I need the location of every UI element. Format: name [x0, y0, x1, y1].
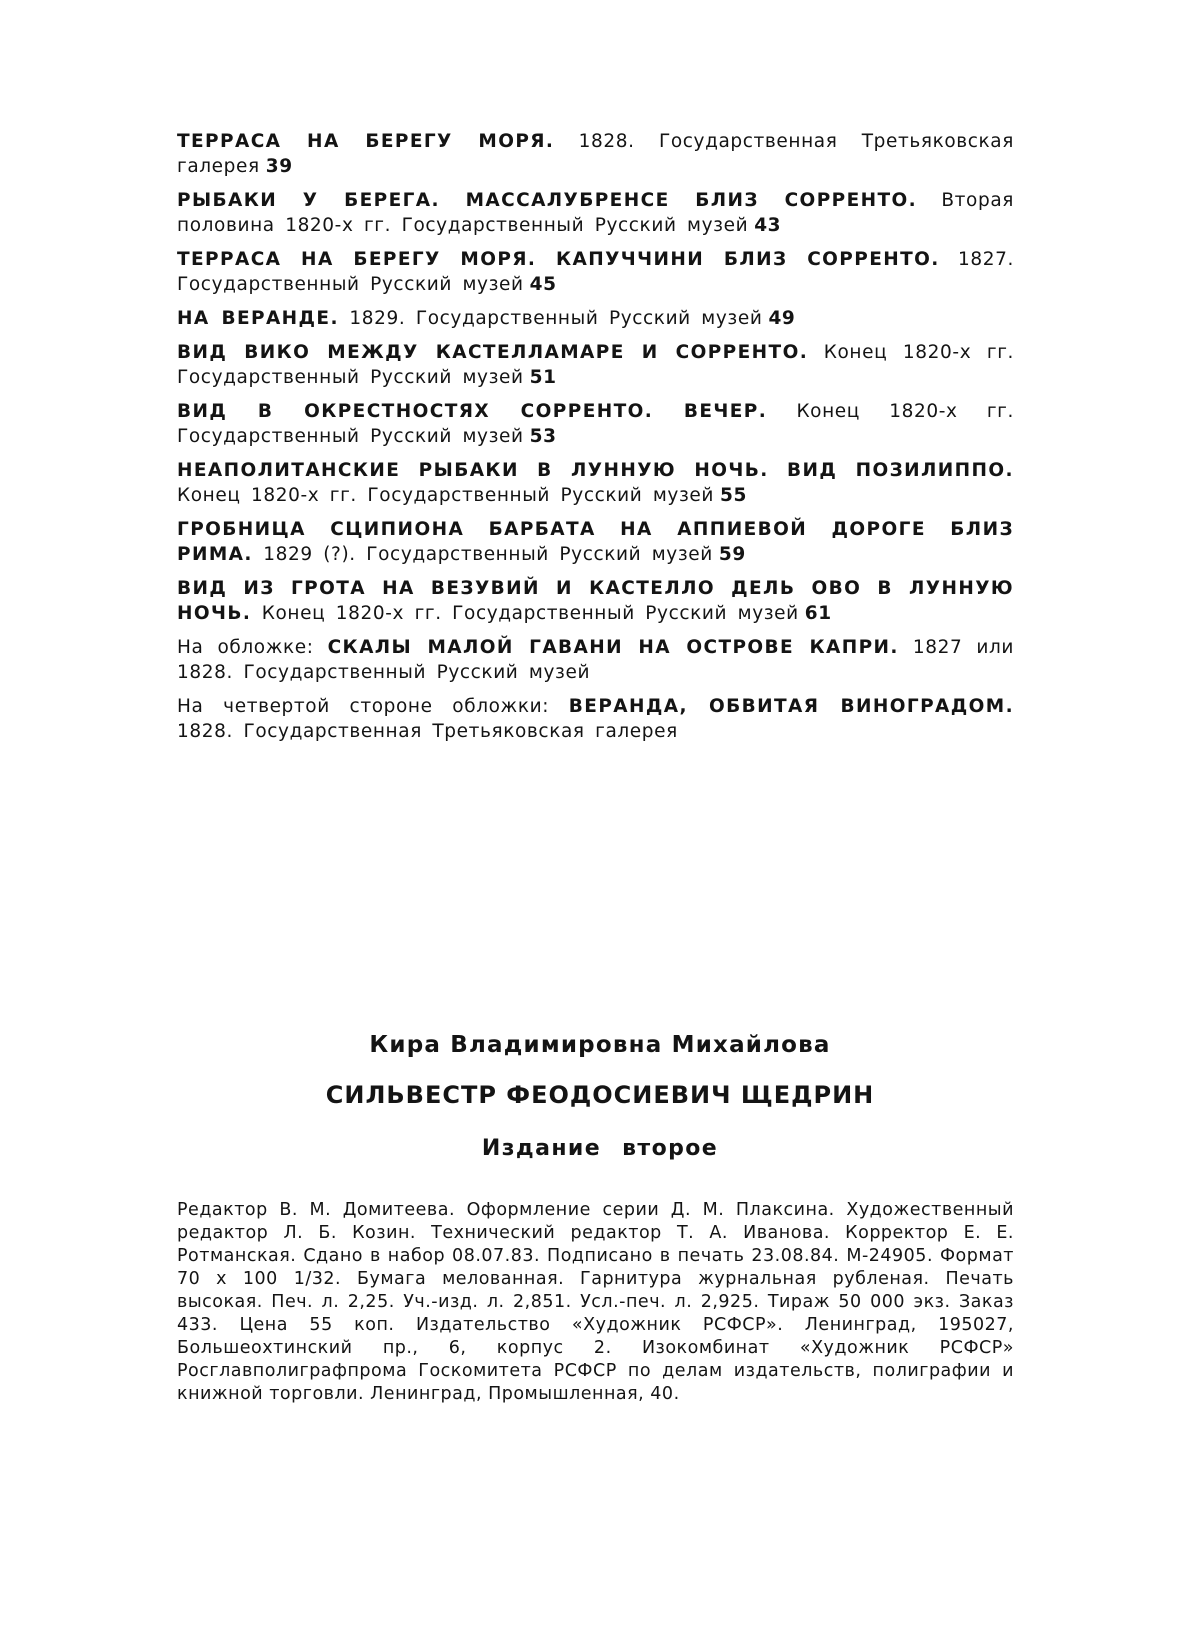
caption-page-number: 51 — [530, 367, 557, 388]
caption-title: ВИД ВИКО МЕЖДУ КАСТЕЛЛАМАРЕ И СОРРЕНТО. — [177, 342, 808, 363]
illustration-caption — [177, 129, 1014, 179]
caption-title: НЕАПОЛИТАНСКИЕ РЫБАКИ В ЛУННУЮ НОЧЬ. ВИД ПОЗИЛИППО. — [177, 460, 1014, 481]
illustration-caption — [177, 458, 1014, 508]
document-page — [0, 0, 1200, 1637]
caption-details: Конец 1820-х гг. Государственный Русский музей — [262, 603, 799, 624]
cover-label: На обложке: — [177, 637, 314, 658]
caption-title: ТЕРРАСА НА БЕРЕГУ МОРЯ. — [177, 131, 554, 152]
caption-page-number: 61 — [805, 603, 832, 624]
caption-details: 1829 (?). Государственный Русский музей — [263, 544, 713, 565]
illustration-caption — [177, 340, 1014, 390]
caption-title: ГРОБНИЦА СЦИПИОНА БАРБАТА НА АППИЕВОЙ ДОРОГЕ БЛИЗ РИМА. — [177, 519, 1014, 565]
back-cover-label: На четвертой стороне обложки: — [177, 696, 549, 717]
illustration-caption — [177, 399, 1014, 449]
back-cover-caption — [177, 694, 1014, 744]
caption-page-number: 59 — [719, 544, 746, 565]
illustration-caption — [177, 188, 1014, 238]
caption-page-number: 49 — [768, 308, 795, 329]
caption-details: 1827. Государственный Русский музей — [177, 249, 1014, 295]
caption-title: НА ВЕРАНДЕ. — [177, 308, 339, 329]
illustration-caption — [177, 576, 1014, 626]
cover-details: 1827 или 1828. Государственный Русский музей — [177, 637, 1014, 683]
back-cover-title: ВЕРАНДА, ОБВИТАЯ ВИНОГРАДОМ. — [569, 696, 1014, 717]
caption-details: Конец 1820-х гг. Государственный Русский музей — [177, 401, 1014, 447]
colophon-text: Редактор В. М. Домитеева. Оформление серии Д. М. Плаксина. Художественный редактор Л. Б. Козин. Технический редактор Т. А. Иванова. Корректор Е. Е. Ротманская. Сдано в набор 08.07.83. Подписано в печать 23.08.84. М-24905. Формат 70 х 100 1/32. Бумага мелованная. Гарнитура журнальная рубленая. Печать высокая. Печ. л. 2,25. Уч.-изд. л. 2,851. Усл.-печ. л. 2,925. Тираж 50 000 экз. Заказ 433. Цена 55 коп. Издательство «Художник РСФСР». Ленинград, 195027, Большеохтинский пр., 6, корпус 2. Изокомбинат «Художник РСФСР» Росглавполиграфпрома Госкомитета РСФСР по делам издательств, полиграфии и книжной торговли. Ленинград, Промышленная, 40. — [177, 1199, 1014, 1406]
caption-details: Вторая половина 1820-х гг. Государственный Русский музей — [177, 190, 1014, 236]
caption-page-number: 55 — [720, 485, 747, 506]
illustration-caption — [177, 247, 1014, 297]
illustration-caption — [177, 517, 1014, 567]
cover-title: СКАЛЫ МАЛОЙ ГАВАНИ НА ОСТРОВЕ КАПРИ. — [328, 637, 899, 658]
caption-title: ВИД В ОКРЕСТНОСТЯХ СОРРЕНТО. ВЕЧЕР. — [177, 401, 767, 422]
caption-details: 1829. Государственный Русский музей — [349, 308, 762, 329]
caption-page-number: 45 — [530, 274, 557, 295]
caption-page-number: 39 — [266, 156, 293, 177]
caption-details: Конец 1820-х гг. Государственный Русский музей — [177, 342, 1014, 388]
book-title: СИЛЬВЕСТР ФЕОДОСИЕВИЧ ЩЕДРИН — [0, 1080, 1200, 1110]
book-credits — [0, 1030, 1200, 1164]
caption-page-number: 43 — [754, 215, 781, 236]
caption-details: 1828. Государственная Третьяковская галерея — [177, 131, 1014, 177]
caption-title: ТЕРРАСА НА БЕРЕГУ МОРЯ. КАПУЧЧИНИ БЛИЗ СОРРЕНТО. — [177, 249, 940, 270]
back-cover-details: 1828. Государственная Третьяковская галерея — [177, 721, 678, 742]
caption-title: ВИД ИЗ ГРОТА НА ВЕЗУВИЙ И КАСТЕЛЛО ДЕЛЬ ОВО В ЛУННУЮ НОЧЬ. — [177, 578, 1014, 624]
illustration-caption — [177, 306, 1014, 331]
edition-label: Издание второе — [0, 1134, 1200, 1164]
author-name: Кира Владимировна Михайлова — [0, 1030, 1200, 1060]
caption-details: Конец 1820-х гг. Государственный Русский музей — [177, 485, 714, 506]
cover-caption — [177, 635, 1014, 685]
illustration-list — [177, 129, 1014, 753]
caption-title: РЫБАКИ У БЕРЕГА. МАССАЛУБРЕНСЕ БЛИЗ СОРРЕНТО. — [177, 190, 917, 211]
caption-page-number: 53 — [530, 426, 557, 447]
